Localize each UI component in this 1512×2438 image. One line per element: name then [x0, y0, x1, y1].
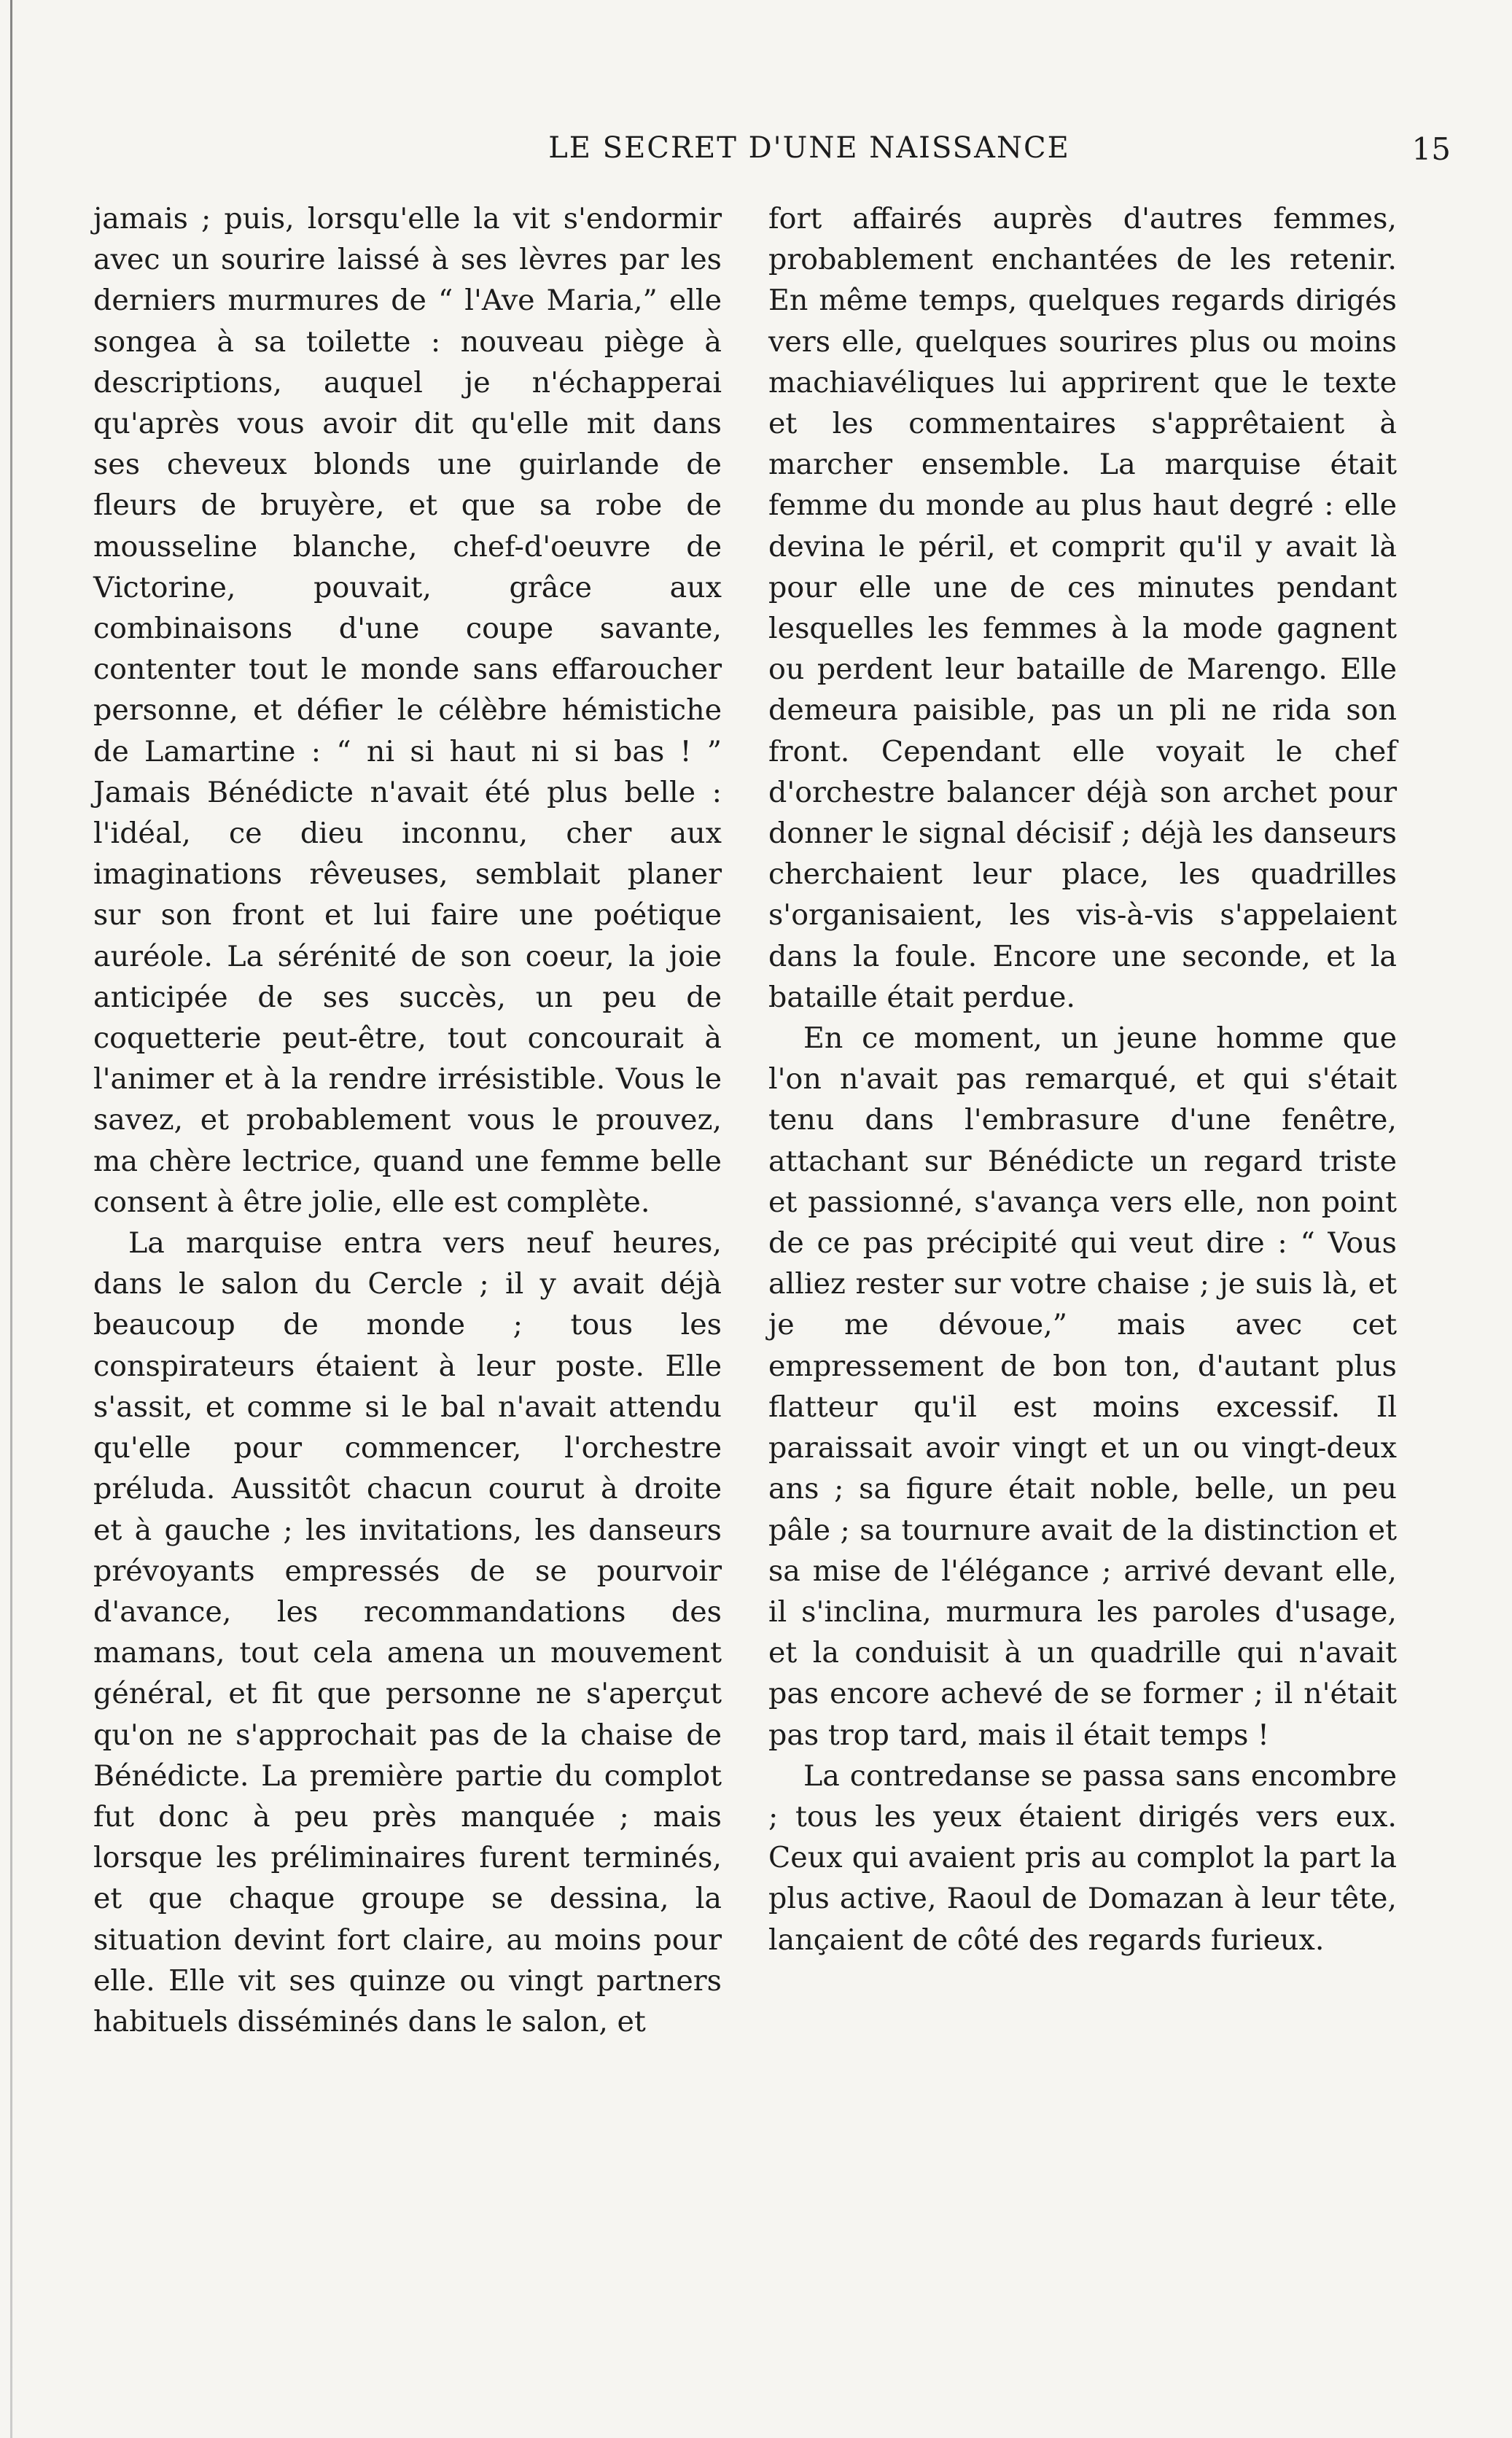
paragraph: jamais ; puis, lorsqu'elle la vit s'endormir avec un sourire laissé à ses lèvres par les derniers murmures de “ l'Ave Maria,” elle songea à sa toilette : nouveau piège à descriptions, auquel je n'échapperai qu'après vous avoir dit qu'elle mit dans ses cheveux blonds une guirlande de fleurs de bruyère, et que sa robe de mousseline blanche, chef-d'oeuvre de Victorine, pouvait, grâce aux combinaisons d'une coupe savante, contenter tout le monde sans effaroucher personne, et défier le célèbre hémistiche de Lamartine : “ ni si haut ni si bas ! ” Jamais Bénédicte n'avait été plus belle : l'idéal, ce dieu inconnu, cher aux imaginations rêveuses, semblait planer sur son front et lui faire une poétique auréole. La sérénité de son coeur, la joie anticipée de ses succès, un peu de coquetterie peut-être, tout concourait à l'animer et à la rendre irrésistible. Vous le savez, et probablement vous le prouvez, ma chère lectrice, quand une femme belle consent à être jolie, elle est complète. [93, 202, 722, 1219]
running-header [87, 131, 1451, 175]
paragraph: fort affairés auprès d'autres femmes, probablement enchantées de les retenir. En même temps, quelques regards dirigés vers elle, quelques sourires plus ou moins machiavéliques lui apprirent que le texte et les commentaires s'apprêtaient à marcher ensemble. La marquise était femme du monde au plus haut degré : elle devina le péril, et comprit qu'il y avait là pour elle une de ces minutes pendant lesquelles les femmes à la mode gagnent ou perdent leur bataille de Marengo. Elle demeura paisible, pas un pli ne rida son front. Cependant elle voyait le chef d'orchestre balancer déjà son archet pour donner le signal décisif ; déjà les danseurs cherchaient leur place, les quadrilles s'organisaient, les vis-à-vis s'appelaient dans la foule. Encore une seconde, et la bataille était perdue. [768, 202, 1397, 1014]
paragraph: La marquise entra vers neuf heures, dans le salon du Cercle ; il y avait déjà beaucoup de monde ; tous les conspirateurs étaient à leur poste. Elle s'assit, et comme si le bal n'avait attendu qu'elle pour commencer, l'orchestre préluda. Aussitôt chacun courut à droite et à gauche ; les invitations, les danseurs prévoyants empressés de se pourvoir d'avance, les recommandations des mamans, tout cela amena un mouvement général, et fit que personne ne s'aperçut qu'on ne s'approchait pas de la chaise de Bénédicte. La première partie du complot fut donc à peu près manquée ; mais lorsque les préliminaires furent terminés, et que chaque groupe se dessina, la situation devint fort claire, au moins pour elle. Elle vit ses quinze ou vingt partners habituels disséminés dans le salon, et [93, 1226, 722, 2038]
right-column [768, 198, 1397, 1960]
left-column [93, 198, 722, 2042]
text-columns [93, 198, 1436, 2298]
running-title: LE SECRET D'UNE NAISSANCE [548, 131, 1070, 165]
page-edge-shadow [10, 0, 12, 2438]
page-number: 15 [1411, 131, 1451, 167]
paragraph: La contredanse se passa sans encombre ; tous les yeux étaient dirigés vers eux. Ceux qui avaient pris au complot la part la plus active, Raoul de Domazan à leur tête, lançaient de côté des regards furieux. [768, 1759, 1397, 1957]
paragraph: En ce moment, un jeune homme que l'on n'avait pas remarqué, et qui s'était tenu dans l'embrasure d'une fenêtre, attachant sur Bénédicte un regard triste et passionné, s'avança vers elle, non point de ce pas précipité qui veut dire : “ Vous alliez rester sur votre chaise ; je suis là, et je me dévoue,” mais avec cet empressement de bon ton, d'autant plus flatteur qu'il est moins excessif. Il paraissait avoir vingt et un ou vingt-deux ans ; sa figure était noble, belle, un peu pâle ; sa tournure avait de la distinction et sa mise de l'élégance ; arrivé devant elle, il s'inclina, murmura les paroles d'usage, et la conduisit à un quadrille qui n'avait pas encore achevé de se former ; il n'était pas trop tard, mais il était temps ! [768, 1021, 1397, 1752]
